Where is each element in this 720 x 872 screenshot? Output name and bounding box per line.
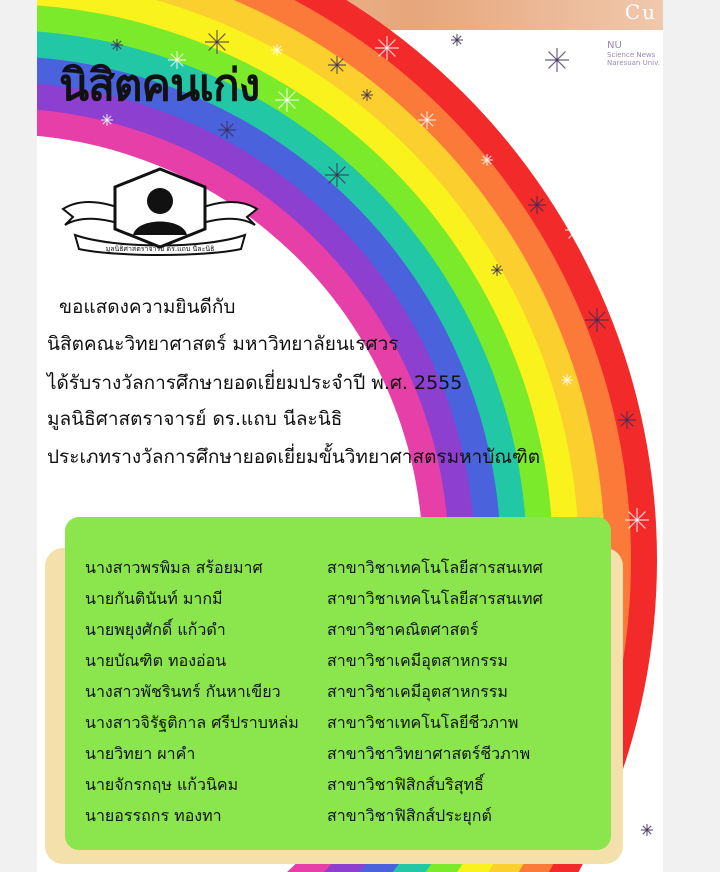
student-department: สาขาวิชาคณิตศาสตร์: [327, 620, 479, 639]
student-name: นายจักรกฤษ แก้วนิคม: [85, 775, 239, 794]
student-name: นายวิทยา ผาคำ: [85, 744, 196, 763]
portrait-seal-logo-icon: [55, 165, 265, 257]
brand-line: NU: [607, 40, 622, 51]
student-name: นายกันตินันท์ มากมี: [85, 589, 223, 608]
student-department: สาขาวิชาเคมีอุตสาหกรรม: [327, 682, 508, 701]
student-department: สาขาวิชาเทคโนโลยีสารสนเทศ: [327, 558, 543, 577]
student-name: นางสาวจิรัฐติกาล ศรีปราบหล่ม: [85, 713, 299, 732]
newsletter-page: [37, 0, 663, 872]
student-name: นางสาวพรพิมล สร้อยมาศ: [85, 558, 263, 577]
page-title: นิสิตคนเก่ง: [59, 60, 260, 111]
student-department: สาขาวิชาเทคโนโลยีสารสนเทศ: [327, 589, 543, 608]
sparkle-icon: [451, 34, 463, 46]
sparkle-icon: [545, 48, 569, 72]
announcement-line: ประเภทรางวัลการศึกษายอดเยี่ยมขั้นวิทยาศาสตรมหาบัณฑิต: [47, 446, 541, 468]
logo-ribbon-text: มูลนิธิศาสตราจารย์ ดร.แถบ นีละนิธิ: [105, 245, 215, 253]
sparkle-icon: [498, 71, 516, 89]
student-name: นายพยุงศักดิ์ แก้วดำ: [85, 620, 226, 639]
student-name: นางสาวพัชรินทร์ กันหาเขียว: [85, 682, 281, 701]
sparkle-icon: [625, 508, 649, 532]
sparkle-icon: [275, 88, 299, 112]
student-department: สาขาวิชาฟิสิกส์ประยุกต์: [327, 806, 492, 825]
sparkle-icon: [101, 114, 113, 126]
student-name: นายอรรถกร ทองทา: [85, 806, 222, 825]
sparkle-icon: [481, 154, 493, 166]
student-department: สาขาวิชาเคมีอุตสาหกรรม: [327, 651, 508, 670]
announcement-line: ขอแสดงความยินดีกับ: [59, 296, 236, 318]
sparkle-icon: [528, 196, 546, 214]
sparkle-icon: [418, 111, 436, 129]
student-department: สาขาวิชาวิทยาศาสตร์ชีวภาพ: [327, 744, 531, 763]
student-department: สาขาวิชาฟิสิกส์บริสุทธิ์: [327, 775, 484, 794]
sparkle-icon: [375, 36, 399, 60]
announcement-line: นิสิตคณะวิทยาศาสตร์ มหาวิทยาลัยนเรศวร: [47, 333, 399, 355]
sparkle-icon: [585, 308, 609, 332]
sparkle-icon: [641, 824, 653, 836]
sparkle-icon: [565, 218, 589, 242]
sparkle-icon: [205, 30, 229, 54]
sparkle-icon: [618, 411, 636, 429]
brand-line: Naresuan Univ.: [607, 59, 660, 67]
sparkle-icon: [561, 374, 573, 386]
sparkle-icon: [491, 264, 503, 276]
student-name: นายบัณฑิต ทองอ่อน: [85, 651, 227, 670]
banner-decoration: Cu: [624, 0, 657, 24]
sparkle-icon: [325, 163, 349, 187]
brand-line: Science News: [607, 51, 656, 59]
announcement-line: ได้รับรางวัลการศึกษายอดเยี่ยมประจำปี พ.ศ. 2555: [47, 372, 463, 394]
student-department: สาขาวิชาเทคโนโลยีชีวภาพ: [327, 713, 519, 732]
sparkle-icon: [111, 39, 123, 51]
sparkle-icon: [218, 121, 236, 139]
sparkle-icon: [608, 151, 626, 169]
sparkle-icon: [361, 89, 373, 101]
sparkle-icon: [271, 44, 283, 56]
announcement-line: มูลนิธิศาสตราจารย์ ดร.แถบ นีละนิธิ: [47, 408, 343, 430]
sparkle-icon: [328, 56, 346, 74]
brand-mark: [607, 40, 663, 67]
